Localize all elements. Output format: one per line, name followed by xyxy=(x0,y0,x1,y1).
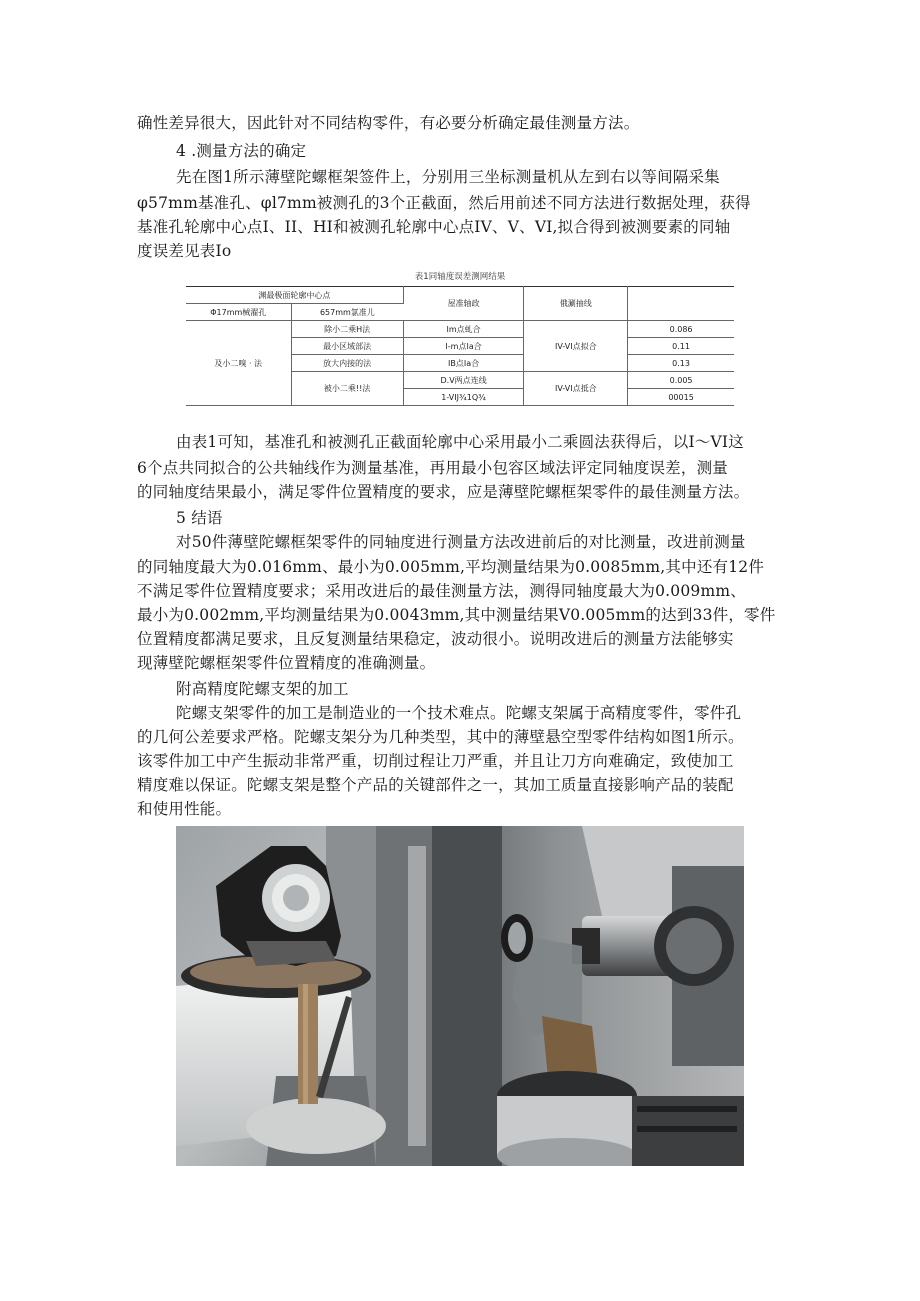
text-line: 陀螺支架零件的加工是制造业的一个技术难点。陀螺支架属于高精度零件，零件孔 xyxy=(176,704,742,722)
text-line: 的同轴度最大为0.016mm、最小为0.005mm,平均测量结果为0.0085mm,其中还有12件 xyxy=(137,558,765,576)
text-line: 不满足零件位置精度要求；采用改进后的最佳测量方法，测得同轴度最大为0.009mm、 xyxy=(137,582,746,600)
table-cell: 1-VIJ¾1Q¾ xyxy=(403,389,524,406)
gyro-frame-machine-photo xyxy=(432,826,744,1166)
table-cell: I-m点Ia合 xyxy=(403,338,524,355)
section-heading-appendix: 附高精度陀螺支架的加工 xyxy=(176,680,349,698)
text-line: 的同轴度结果最小，满足零件位置精度的要求，应是薄壁陀螺框架零件的最佳测量方法。 xyxy=(137,483,750,501)
table-cell: 最小区域部法 xyxy=(291,338,403,355)
table-cell: 00015 xyxy=(628,389,734,406)
table-header: 俄涮抽线 xyxy=(524,287,628,321)
table-cell: 及小二嗅 · 法 xyxy=(186,321,291,406)
table-header: 657mm氯准儿 xyxy=(291,304,403,321)
text-line: 位置精度都满足要求，且反复测量结果稳定，波动很小。说明改进后的测量方法能够实 xyxy=(137,630,734,648)
coaxiality-table xyxy=(186,268,734,406)
table-cell: 0.005 xyxy=(628,372,734,389)
table-cell: 被小二乘!!法 xyxy=(291,372,403,406)
table-cell: IB点Ia合 xyxy=(403,355,524,372)
table-cell: 放大内接的法 xyxy=(291,355,403,372)
text-line: 基准孔轮廓中心点I、II、HI和被测孔轮廓中心点IV、V、VI,拟合得到被测要素的同轴 xyxy=(137,218,731,236)
table-cell: 0.11 xyxy=(628,338,734,355)
text-line: 由表1可知，基准孔和被测孔正截面轮廓中心采用最小二乘圆法获得后，以I～VI这 xyxy=(176,433,744,451)
text-line: φ57mm基准孔、φl7mm被测孔的3个正截面，然后用前述不同方法进行数据处理，获得 xyxy=(137,194,751,212)
text-line: 确性差异很大，因此针对不同结构零件，有必要分析确定最佳测量方法。 xyxy=(137,114,640,132)
text-line: 最小为0.002mm,平均测量结果为0.0043mm,其中测量结果V0.005mm的达到33件，零件 xyxy=(137,606,776,624)
text-line: 度误差见表Io xyxy=(137,242,232,260)
table-cell: 0.086 xyxy=(628,321,734,338)
table-cell: 除小二乘H法 xyxy=(291,321,403,338)
text-line: 精度难以保证。陀螺支架是整个产品的关键部件之一，其加工质量直接影响产品的装配 xyxy=(137,776,734,794)
text-line: 该零件加工中产生振动非常严重，切削过程让刀严重，并且让刀方向难确定，致使加工 xyxy=(137,752,734,770)
text-line: 的几何公差要求严格。陀螺支架分为几种类型，其中的薄壁悬空型零件结构如图1所示。 xyxy=(137,728,744,746)
table-header xyxy=(628,287,734,321)
table-cell: IV-VI点拟合 xyxy=(524,321,628,372)
table-cell: Im点虬合 xyxy=(403,321,524,338)
table-cell: 0.13 xyxy=(628,355,734,372)
section-heading-5: 5 结语 xyxy=(176,509,223,527)
table-header: 渊最极面轮廓中心点 xyxy=(186,287,403,304)
table-header: 屋准轴政 xyxy=(403,287,524,321)
text-line: 6个点共同拟合的公共轴线作为测量基准，再用最小包容区域法评定同轴度误差，测量 xyxy=(137,459,728,477)
table-header: Φ17mm械濯孔 xyxy=(186,304,291,321)
table-title: 表1同轴度误差测网结果 xyxy=(414,272,506,282)
section-heading-4: 4 .测量方法的确定 xyxy=(176,142,307,160)
table-cell: IV-VI点抵合 xyxy=(524,372,628,406)
text-line: 对50件薄壁陀螺框架零件的同轴度进行测量方法改进前后的对比测量，改进前测量 xyxy=(176,533,746,551)
text-line: 和使用性能。 xyxy=(137,800,232,818)
table-cell: D.V两点连线 xyxy=(403,372,524,389)
text-line: 现薄壁陀螺框架零件位置精度的准确测量。 xyxy=(137,654,436,672)
gyro-frame-fixture-photo xyxy=(176,826,432,1166)
text-line: 先在图1所示薄壁陀螺框架签件上，分别用三坐标测量机从左到右以等间隔采集 xyxy=(176,168,720,186)
